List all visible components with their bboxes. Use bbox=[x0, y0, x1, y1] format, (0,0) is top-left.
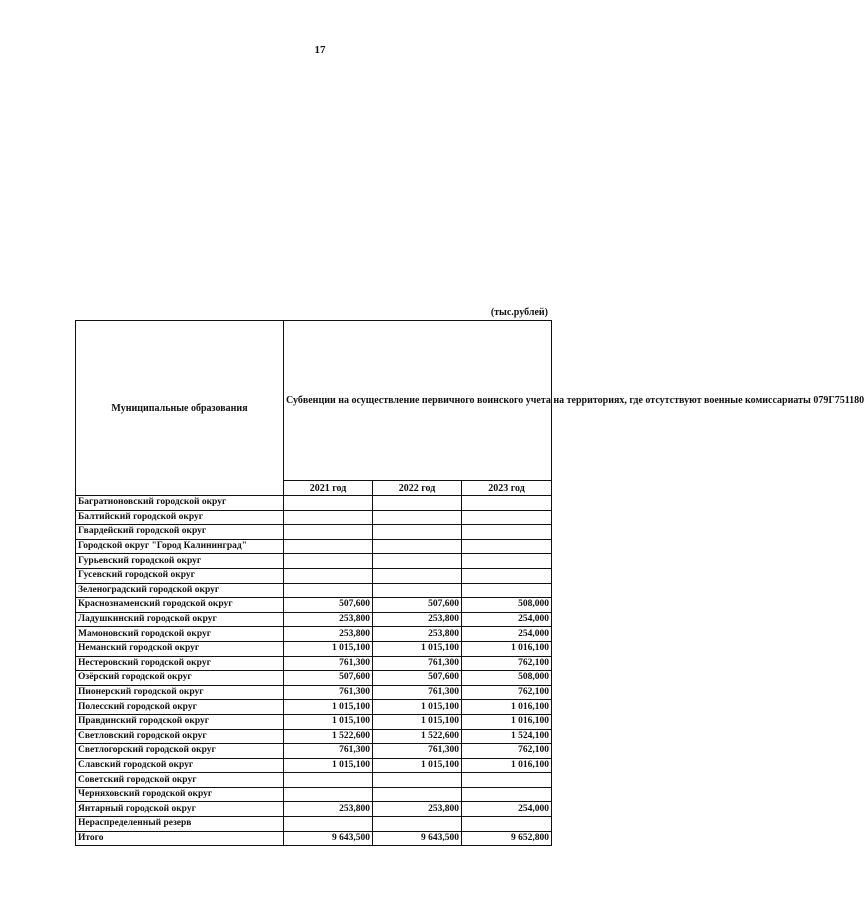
value-2023-cell: 508,000 bbox=[462, 598, 552, 613]
municipality-name-cell: Черняховский городской округ bbox=[76, 787, 284, 802]
value-2021-cell: 9 643,500 bbox=[284, 831, 373, 846]
value-2022-cell bbox=[373, 525, 462, 540]
table-row bbox=[76, 787, 552, 802]
value-2023-cell: 762,100 bbox=[462, 656, 552, 671]
value-2021-cell: 253,800 bbox=[284, 627, 373, 642]
value-2021-cell bbox=[284, 496, 373, 511]
value-2021-cell: 761,300 bbox=[284, 685, 373, 700]
municipality-name-cell: Городской округ "Город Калининград" bbox=[76, 539, 284, 554]
value-2021-cell bbox=[284, 583, 373, 598]
table-row bbox=[76, 802, 552, 817]
municipality-name-cell: Советский городской округ bbox=[76, 773, 284, 788]
table-row bbox=[76, 714, 552, 729]
value-2022-cell bbox=[373, 554, 462, 569]
value-2021-cell bbox=[284, 554, 373, 569]
value-2022-cell: 1 522,600 bbox=[373, 729, 462, 744]
value-2021-cell: 507,600 bbox=[284, 671, 373, 686]
value-2023-cell: 1 016,100 bbox=[462, 758, 552, 773]
municipality-name-cell: Янтарный городской округ bbox=[76, 802, 284, 817]
value-2023-cell bbox=[462, 496, 552, 511]
value-2023-cell bbox=[462, 525, 552, 540]
value-2021-cell bbox=[284, 510, 373, 525]
municipality-name-cell: Гвардейский городской округ bbox=[76, 525, 284, 540]
value-2021-cell bbox=[284, 568, 373, 583]
table-row bbox=[76, 685, 552, 700]
table-row bbox=[76, 598, 552, 613]
value-2023-cell bbox=[462, 568, 552, 583]
value-2023-cell: 508,000 bbox=[462, 671, 552, 686]
value-2023-cell bbox=[462, 539, 552, 554]
value-2023-cell: 1 016,100 bbox=[462, 641, 552, 656]
municipality-name-cell: Славский городской округ bbox=[76, 758, 284, 773]
table-row bbox=[76, 641, 552, 656]
value-2023-cell bbox=[462, 817, 552, 832]
value-2021-cell bbox=[284, 773, 373, 788]
value-2022-cell: 507,600 bbox=[373, 671, 462, 686]
municipality-name-cell: Неманский городской округ bbox=[76, 641, 284, 656]
table-row bbox=[76, 758, 552, 773]
value-2021-cell: 1 015,100 bbox=[284, 714, 373, 729]
table-row bbox=[76, 627, 552, 642]
value-2023-cell: 254,000 bbox=[462, 627, 552, 642]
value-2021-cell: 507,600 bbox=[284, 598, 373, 613]
header-year-2022: 2022 год bbox=[373, 481, 462, 496]
municipality-name-cell: Полесский городской округ bbox=[76, 700, 284, 715]
value-2021-cell: 1 522,600 bbox=[284, 729, 373, 744]
value-2022-cell bbox=[373, 787, 462, 802]
header-municipalities: Муниципальные образования bbox=[76, 321, 284, 496]
municipality-name-cell: Итого bbox=[76, 831, 284, 846]
table-row bbox=[76, 700, 552, 715]
municipality-name-cell: Гурьевский городской округ bbox=[76, 554, 284, 569]
value-2022-cell bbox=[373, 496, 462, 511]
value-2021-cell: 1 015,100 bbox=[284, 758, 373, 773]
value-2022-cell bbox=[373, 539, 462, 554]
table-row bbox=[76, 773, 552, 788]
municipality-name-cell: Светловский городской округ bbox=[76, 729, 284, 744]
municipality-name-cell: Балтийский городской округ bbox=[76, 510, 284, 525]
value-2023-cell: 254,000 bbox=[462, 612, 552, 627]
value-2022-cell bbox=[373, 510, 462, 525]
value-2023-cell: 9 652,800 bbox=[462, 831, 552, 846]
value-2022-cell bbox=[373, 583, 462, 598]
value-2022-cell: 507,600 bbox=[373, 598, 462, 613]
municipality-name-cell: Багратионовский городской округ bbox=[76, 496, 284, 511]
value-2021-cell: 761,300 bbox=[284, 744, 373, 759]
value-2022-cell: 1 015,100 bbox=[373, 758, 462, 773]
value-2023-cell bbox=[462, 583, 552, 598]
table-row bbox=[76, 583, 552, 598]
value-2021-cell: 1 015,100 bbox=[284, 700, 373, 715]
table-row bbox=[76, 525, 552, 540]
subvention-table bbox=[75, 320, 864, 846]
header-year-2021: 2021 год bbox=[284, 481, 373, 496]
value-2021-cell: 253,800 bbox=[284, 802, 373, 817]
header-subvention: Субвенции на осуществление первичного воинского учета на территориях, где отсутствуют военные комиссариаты 079Г751180 bbox=[284, 321, 552, 481]
value-2023-cell bbox=[462, 787, 552, 802]
table-row bbox=[76, 510, 552, 525]
value-2023-cell: 1 016,100 bbox=[462, 714, 552, 729]
value-2022-cell: 253,800 bbox=[373, 612, 462, 627]
municipality-name-cell: Нераспределенный резерв bbox=[76, 817, 284, 832]
total-row bbox=[76, 831, 552, 846]
value-2022-cell bbox=[373, 773, 462, 788]
table-row bbox=[76, 496, 552, 511]
value-2021-cell: 253,800 bbox=[284, 612, 373, 627]
value-2021-cell: 761,300 bbox=[284, 656, 373, 671]
value-2023-cell: 254,000 bbox=[462, 802, 552, 817]
value-2021-cell bbox=[284, 787, 373, 802]
value-2022-cell: 761,300 bbox=[373, 744, 462, 759]
municipality-name-cell: Краснознаменский городской округ bbox=[76, 598, 284, 613]
table-row bbox=[76, 744, 552, 759]
table-row bbox=[76, 817, 552, 832]
value-2023-cell: 762,100 bbox=[462, 744, 552, 759]
value-2021-cell: 1 015,100 bbox=[284, 641, 373, 656]
value-2022-cell: 1 015,100 bbox=[373, 641, 462, 656]
value-2022-cell: 1 015,100 bbox=[373, 700, 462, 715]
value-2023-cell bbox=[462, 773, 552, 788]
municipality-name-cell: Правдинский городской округ bbox=[76, 714, 284, 729]
value-2022-cell bbox=[373, 817, 462, 832]
value-2023-cell: 1 016,100 bbox=[462, 700, 552, 715]
municipality-name-cell: Озёрский городской округ bbox=[76, 671, 284, 686]
municipality-name-cell: Мамоновский городской округ bbox=[76, 627, 284, 642]
units-label: (тыс.рублей) bbox=[490, 307, 548, 318]
table-row bbox=[76, 554, 552, 569]
table-row bbox=[76, 671, 552, 686]
value-2022-cell: 761,300 bbox=[373, 685, 462, 700]
value-2022-cell: 9 643,500 bbox=[373, 831, 462, 846]
value-2021-cell bbox=[284, 525, 373, 540]
value-2022-cell: 253,800 bbox=[373, 627, 462, 642]
table-row bbox=[76, 568, 552, 583]
table-row bbox=[76, 539, 552, 554]
table-row bbox=[76, 612, 552, 627]
table-body bbox=[76, 496, 552, 846]
value-2022-cell: 1 015,100 bbox=[373, 714, 462, 729]
value-2022-cell: 761,300 bbox=[373, 656, 462, 671]
municipality-name-cell: Зеленоградский городской округ bbox=[76, 583, 284, 598]
value-2023-cell: 1 524,100 bbox=[462, 729, 552, 744]
page-number: 17 bbox=[314, 44, 326, 56]
value-2023-cell: 762,100 bbox=[462, 685, 552, 700]
value-2022-cell: 253,800 bbox=[373, 802, 462, 817]
header-year-2023: 2023 год bbox=[462, 481, 552, 496]
municipality-name-cell: Пионерский городской округ bbox=[76, 685, 284, 700]
value-2022-cell bbox=[373, 568, 462, 583]
municipality-name-cell: Светлогорский городской округ bbox=[76, 744, 284, 759]
municipality-name-cell: Ладушкинский городской округ bbox=[76, 612, 284, 627]
value-2023-cell bbox=[462, 554, 552, 569]
value-2021-cell bbox=[284, 817, 373, 832]
table-row bbox=[76, 656, 552, 671]
table-row bbox=[76, 729, 552, 744]
municipality-name-cell: Нестеровский городской округ bbox=[76, 656, 284, 671]
value-2023-cell bbox=[462, 510, 552, 525]
value-2021-cell bbox=[284, 539, 373, 554]
municipality-name-cell: Гусевский городской округ bbox=[76, 568, 284, 583]
